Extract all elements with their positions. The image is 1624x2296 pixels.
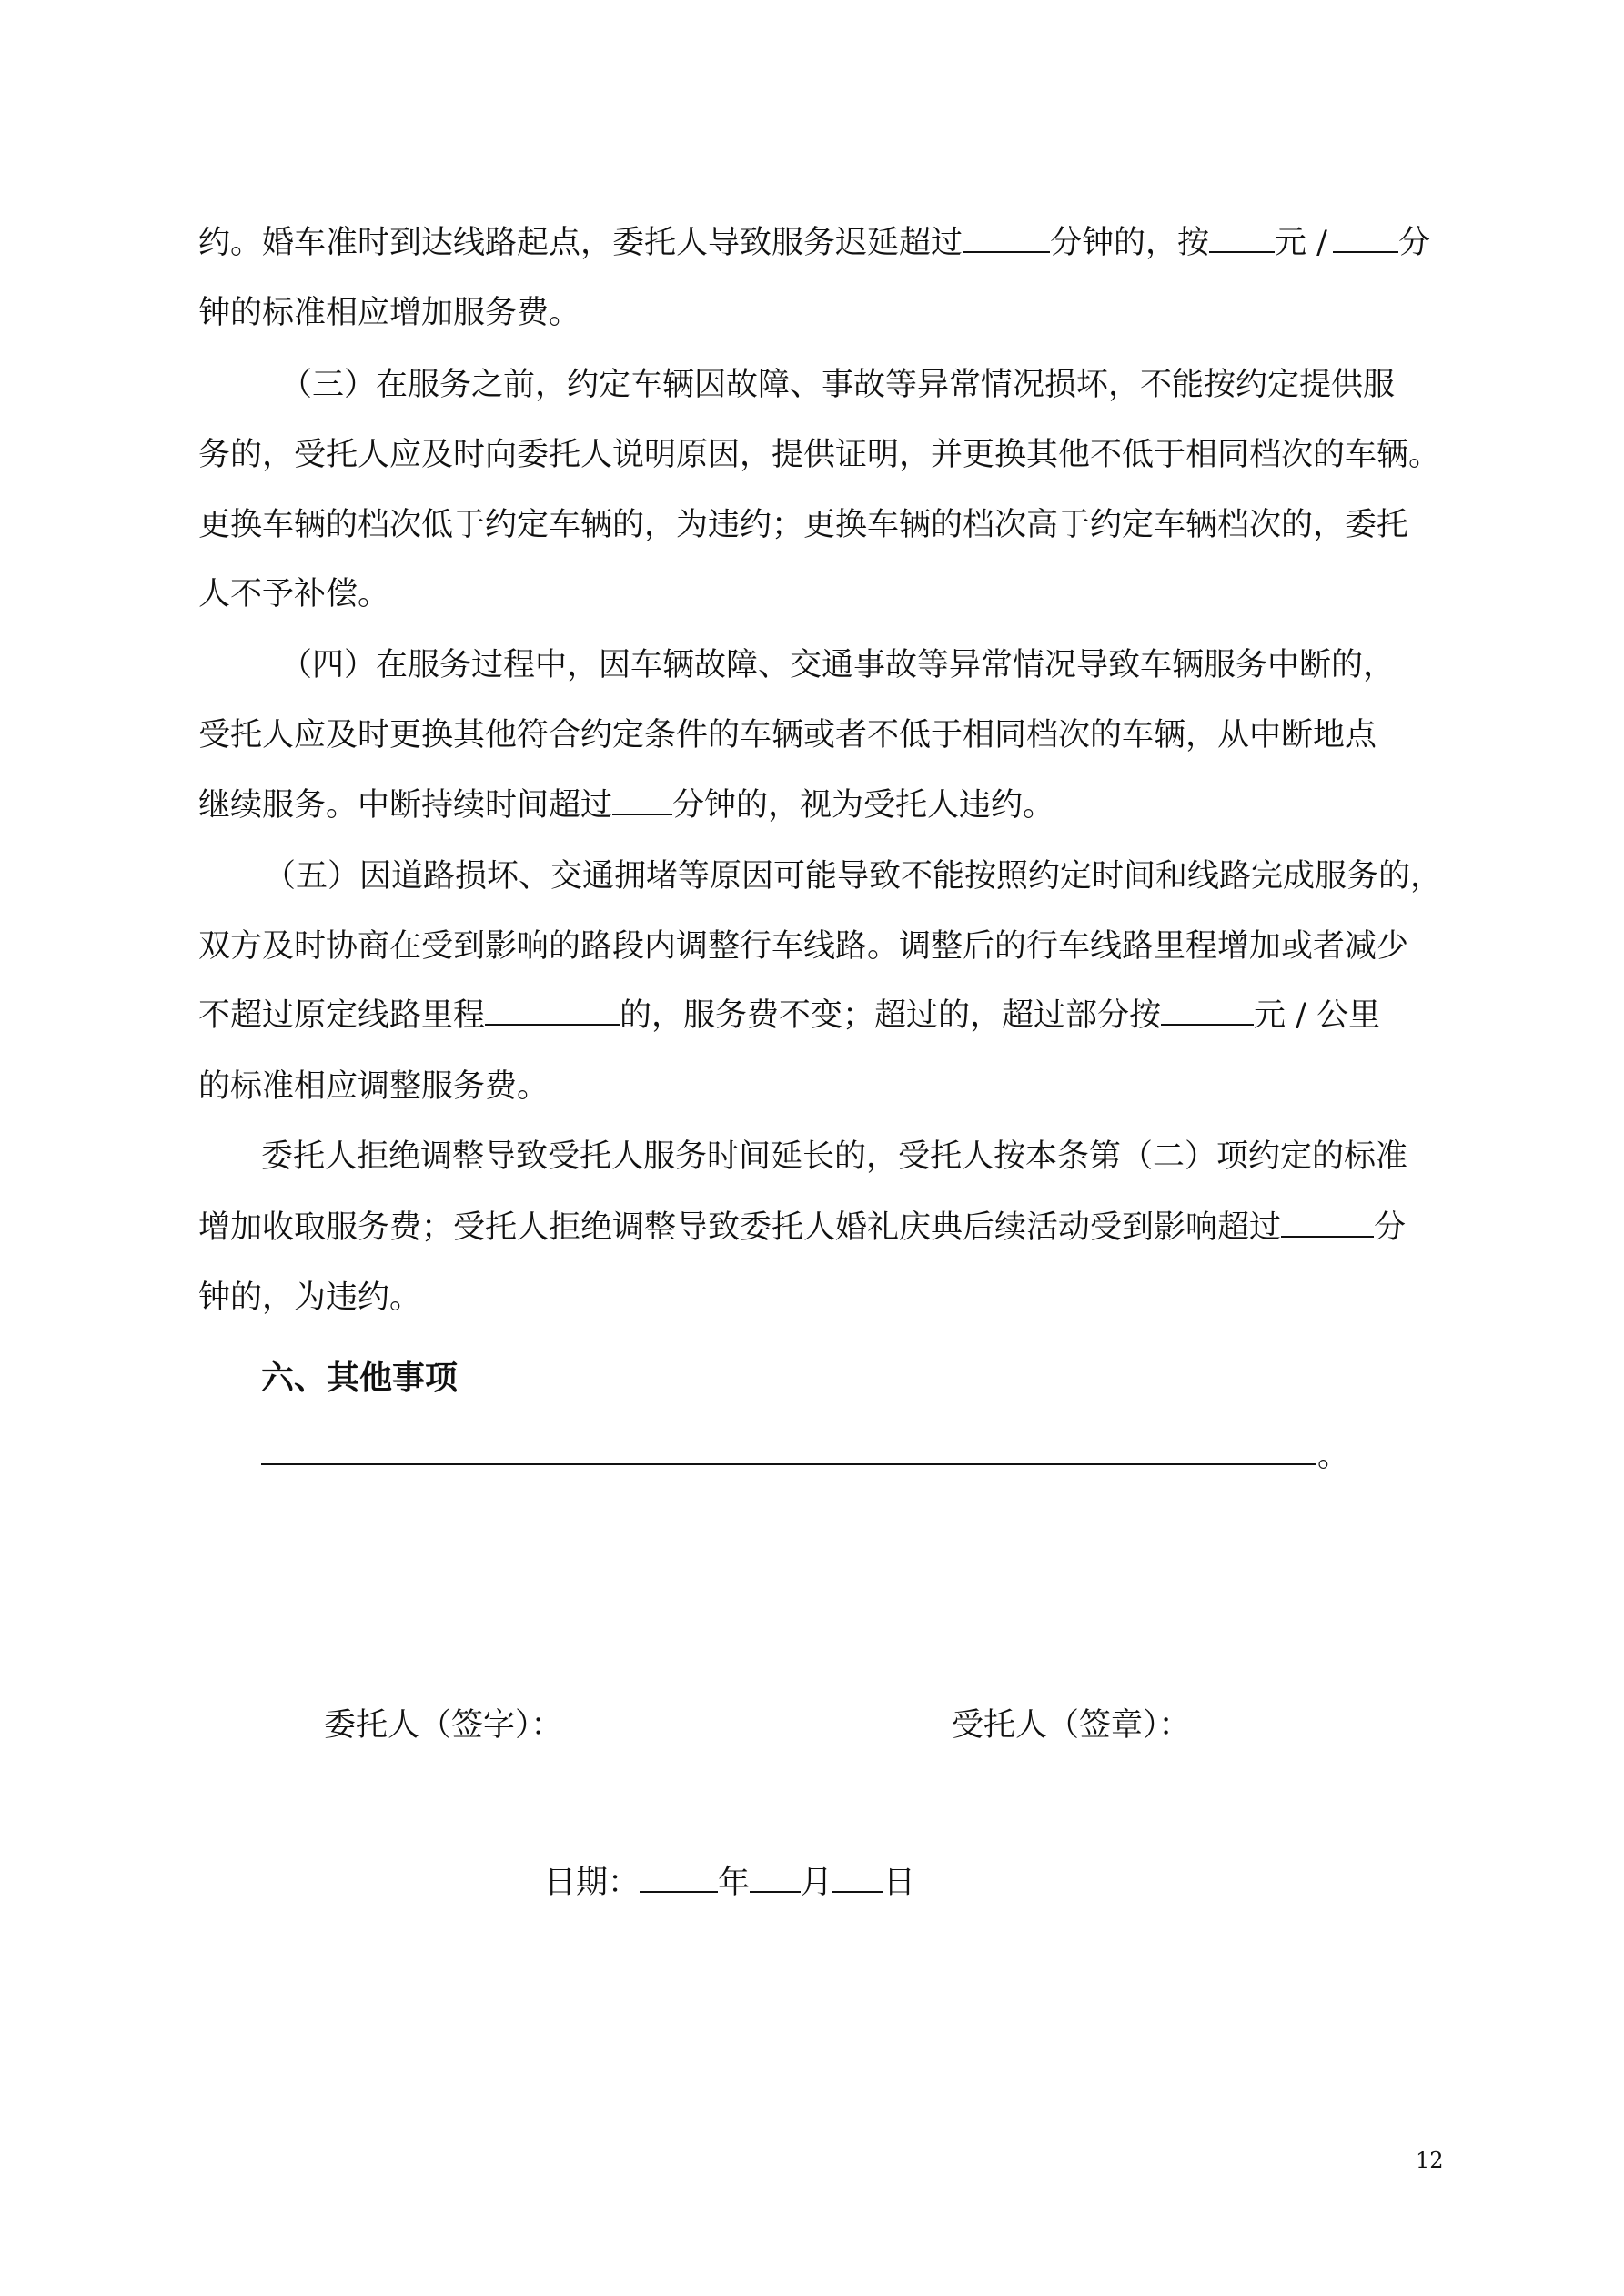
section-heading: 六、其他事项 xyxy=(261,1359,459,1397)
text: 约。婚车准时到达线路起点，委托人导致服务迟延超过 xyxy=(198,225,963,261)
text: 分 xyxy=(1397,225,1430,261)
blank-day[interactable] xyxy=(832,1860,883,1893)
paragraph-2-line-2: 务的，受托人应及时向委托人说明原因，提供证明，并更换其他不低于相同档次的车辆。 xyxy=(198,437,1441,473)
text: 分钟的，按 xyxy=(1050,225,1210,261)
rule-end-period: 。 xyxy=(1317,1438,1350,1474)
text: 不超过原定线路里程 xyxy=(198,997,486,1034)
paragraph-3-line-2: 受托人应及时更换其他符合约定条件的车辆或者不低于相同档次的车辆，从中断地点 xyxy=(198,717,1377,754)
year-label: 年 xyxy=(718,1865,751,1901)
blank-yuan-per-km[interactable] xyxy=(1161,993,1254,1026)
text: 的，服务费不变；超过的，超过部分按 xyxy=(620,997,1162,1034)
blank-year[interactable] xyxy=(640,1860,718,1893)
blank-minute-unit[interactable] xyxy=(1333,220,1398,253)
paragraph-4-line-3 xyxy=(198,992,1445,1039)
blank-delay-minutes[interactable] xyxy=(1281,1205,1374,1238)
paragraph-2-line-1: （三）在服务之前，约定车辆因故障、事故等异常情况损坏，不能按约定提供服 xyxy=(280,367,1396,403)
blank-interrupt-minutes[interactable] xyxy=(612,783,672,815)
text: 元 / xyxy=(1275,225,1327,261)
month-label: 月 xyxy=(801,1865,833,1901)
paragraph-4-line-4: 的标准相应调整服务费。 xyxy=(198,1068,550,1105)
paragraph-1-line-2: 钟的标准相应增加服务费。 xyxy=(198,295,581,331)
day-label: 日 xyxy=(883,1865,916,1901)
paragraph-4-line-1: （五）因道路损坏、交通拥堵等原因可能导致不能按照约定时间和线路完成服务的， xyxy=(264,858,1443,895)
text: 分钟的，视为受托人违约。 xyxy=(672,787,1055,824)
paragraph-5-line-1: 委托人拒绝调整导致受托人服务时间延长的，受托人按本条第（二）项约定的标准 xyxy=(261,1138,1408,1175)
page-number: 12 xyxy=(1416,2148,1444,2173)
text: 元 / 公里 xyxy=(1254,997,1381,1034)
paragraph-2-line-4: 人不予补偿。 xyxy=(198,576,390,612)
paragraph-2-line-3: 更换车辆的档次低于约定车辆的，为违约；更换车辆的档次高于约定车辆档次的，委托 xyxy=(198,507,1409,543)
paragraph-1-line-1 xyxy=(198,219,1445,267)
date-label: 日期： xyxy=(544,1865,641,1901)
paragraph-5-line-3: 钟的，为违约。 xyxy=(198,1279,422,1316)
paragraph-3-line-1: （四）在服务过程中，因车辆故障、交通事故等异常情况导致车辆服务中断的， xyxy=(280,647,1396,683)
date-line xyxy=(544,1859,915,1907)
client-signature-label: 委托人（签字）： xyxy=(324,1707,563,1744)
other-matters-blank[interactable] xyxy=(261,1463,1316,1465)
blank-mileage[interactable] xyxy=(485,993,620,1026)
text: 继续服务。中断持续时间超过 xyxy=(198,787,613,824)
text: 分 xyxy=(1374,1209,1407,1246)
blank-minutes[interactable] xyxy=(963,220,1050,253)
blank-yuan[interactable] xyxy=(1209,220,1275,253)
blank-month[interactable] xyxy=(750,1860,801,1893)
paragraph-4-line-2: 双方及时协商在受到影响的路段内调整行车线路。调整后的行车线路里程增加或者减少 xyxy=(198,928,1409,965)
paragraph-5-line-2 xyxy=(198,1204,1445,1251)
text: 增加收取服务费；受托人拒绝调整导致委托人婚礼庆典后续活动受到影响超过 xyxy=(198,1209,1282,1246)
paragraph-3-line-3 xyxy=(198,782,1445,829)
trustee-signature-label: 受托人（签章）： xyxy=(952,1707,1191,1744)
